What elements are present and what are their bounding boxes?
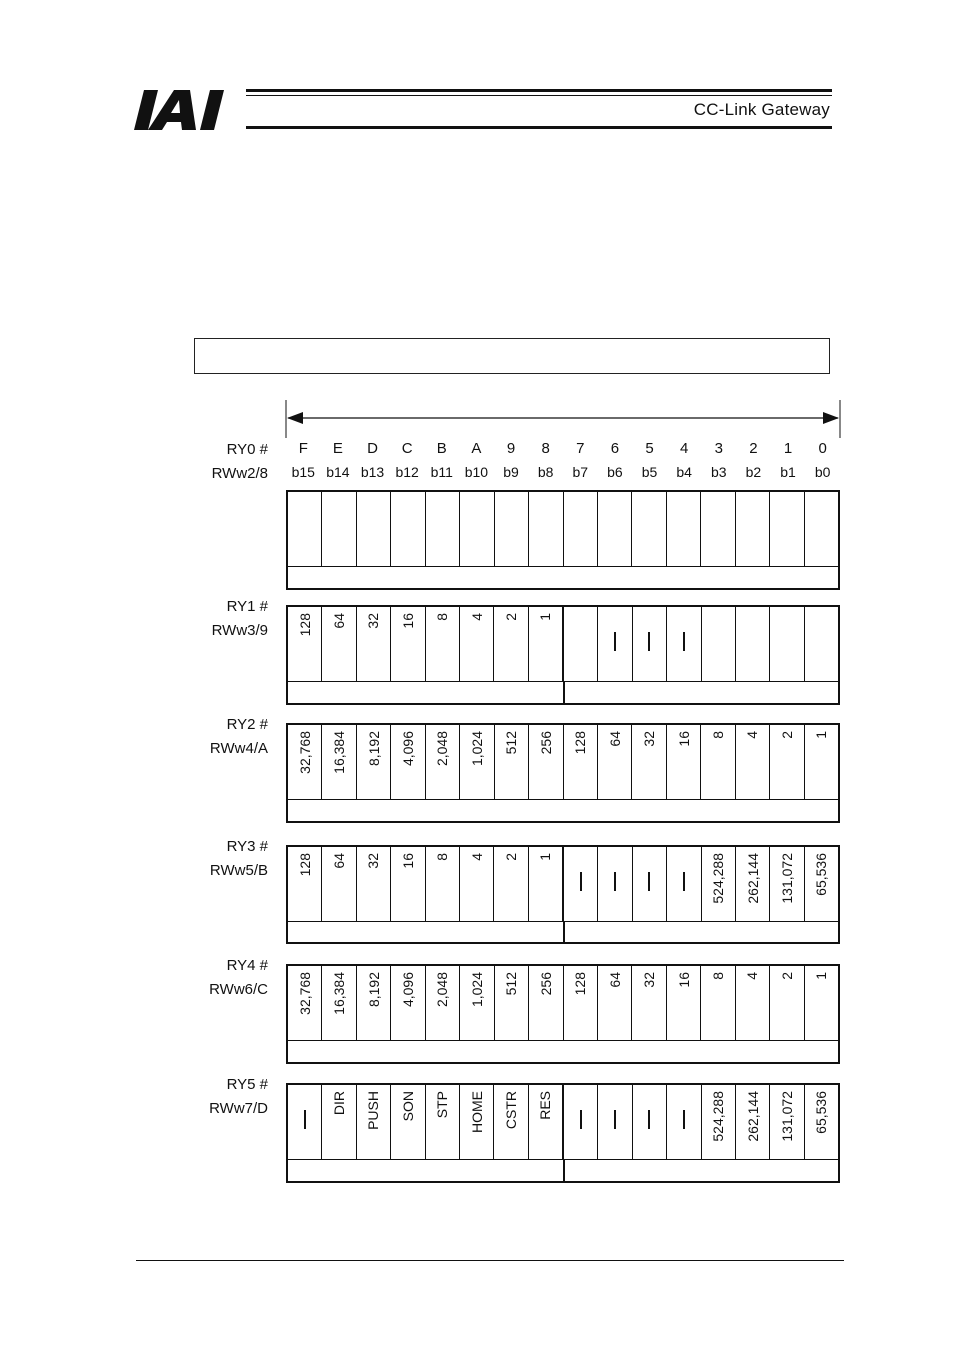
register-lower-band <box>288 1159 838 1181</box>
bit-cell <box>769 1085 803 1159</box>
bit-value: 8,192 <box>365 731 382 767</box>
bit-number-label: b12 <box>395 464 419 480</box>
hex-digit-label: A <box>471 440 482 457</box>
bit-value: 2 <box>778 731 795 739</box>
bit-cell <box>425 966 459 1040</box>
bit-cell <box>321 966 355 1040</box>
register-lower-band <box>288 921 838 942</box>
bit-cell <box>459 1085 493 1159</box>
bit-number-label: b10 <box>464 464 489 480</box>
bit-cell <box>390 847 424 921</box>
bit-value: 32,768 <box>296 972 313 1015</box>
bit-cell <box>459 607 493 681</box>
bit-value: 16 <box>675 731 692 747</box>
bit-number-label: b1 <box>780 464 796 480</box>
bit-value: 16,384 <box>331 731 348 774</box>
bit-value: 131,072 <box>778 853 795 904</box>
ry-label: RY2 # <box>226 716 268 733</box>
bit-cell <box>666 607 700 681</box>
bit-value: 1 <box>537 853 554 861</box>
register-lower-band <box>288 566 838 588</box>
rww-label: RWw2/8 <box>211 465 268 482</box>
rww-label: RWw4/A <box>209 740 268 757</box>
hex-digit-label: 9 <box>506 440 516 457</box>
bit-value: 262,144 <box>744 1091 761 1142</box>
bit-cell <box>390 1085 424 1159</box>
register-row <box>286 723 840 823</box>
bit-cell <box>666 966 700 1040</box>
byte-divider <box>563 1159 565 1181</box>
bit-cell <box>631 492 665 566</box>
bit-cell <box>321 725 355 799</box>
bit-value: RES <box>537 1091 554 1120</box>
bit-cell <box>735 492 769 566</box>
register-row <box>286 964 840 1064</box>
ry-label: RY3 # <box>226 838 268 855</box>
bit-value: 524,288 <box>710 1091 727 1142</box>
register-row <box>286 490 840 590</box>
bit-cell <box>459 966 493 1040</box>
bit-value: 32,768 <box>296 731 313 774</box>
bit-value: 16 <box>399 853 416 869</box>
bit-cell <box>459 847 493 921</box>
hex-digit-label: B <box>436 440 447 457</box>
bit-number-label: b11 <box>430 464 453 480</box>
bit-cell <box>288 966 321 1040</box>
bit-value: 65,536 <box>813 1091 830 1134</box>
unused-bit-mark <box>683 1110 685 1129</box>
bit-value: 32 <box>365 613 382 629</box>
bit-value: 8 <box>434 613 451 621</box>
bit-number-label: b7 <box>572 464 589 480</box>
byte-divider <box>563 921 565 942</box>
bit-cell <box>425 1085 459 1159</box>
bit-cell <box>288 847 321 921</box>
bit-cell <box>562 1085 597 1159</box>
bit-cell <box>632 847 666 921</box>
rww-label: RWw6/C <box>209 981 268 998</box>
bit-cell <box>288 492 321 566</box>
bit-value: 2 <box>502 613 519 621</box>
byte-divider <box>563 681 565 703</box>
bit-cell <box>700 966 734 1040</box>
bit-cell <box>356 847 390 921</box>
bit-cell <box>390 492 424 566</box>
bit-value: STP <box>434 1091 451 1119</box>
bit-value: 65,536 <box>813 853 830 896</box>
bit-cell <box>425 492 459 566</box>
hex-digit-label: 3 <box>714 440 723 457</box>
register-lower-band <box>288 681 838 703</box>
bit-value: 128 <box>572 972 589 996</box>
bit-cell <box>288 607 321 681</box>
bit-value: 256 <box>537 972 554 996</box>
bit-cell <box>425 847 459 921</box>
bit-cell <box>356 1085 390 1159</box>
unused-bit-mark <box>614 1110 616 1129</box>
bit-value: 64 <box>606 731 623 747</box>
hex-digit-label: 7 <box>576 440 585 457</box>
bit-cell <box>494 966 528 1040</box>
hex-digit-label: E <box>332 440 343 457</box>
bit-cell <box>493 1085 527 1159</box>
hex-digit-label: 8 <box>541 440 550 457</box>
bit-cell <box>321 492 355 566</box>
bit-cell <box>528 725 562 799</box>
unused-bit-mark <box>614 632 616 651</box>
bit-cell <box>631 966 665 1040</box>
ry-label: RY4 # <box>226 957 268 974</box>
register-row <box>286 605 840 705</box>
bit-value: 16,384 <box>331 972 348 1015</box>
bit-value: 64 <box>331 853 348 869</box>
bit-value: 2 <box>778 972 795 980</box>
bit-cell <box>390 966 424 1040</box>
bit-cell <box>597 725 631 799</box>
bit-value: 512 <box>503 731 520 755</box>
bit-cell <box>735 607 769 681</box>
bit-cell <box>769 607 803 681</box>
ry-label: RY1 # <box>226 598 268 615</box>
bit-cell <box>597 847 631 921</box>
bit-value: 2,048 <box>434 972 451 1008</box>
bit-cell <box>494 492 528 566</box>
bit-cell <box>769 966 803 1040</box>
bit-value: 1,024 <box>468 972 485 1008</box>
hex-digit-label: C <box>401 440 413 457</box>
bit-cell <box>356 607 390 681</box>
bit-number-label: b4 <box>676 464 692 480</box>
hex-digit-label: 1 <box>783 440 793 457</box>
unused-bit-mark <box>580 1110 582 1129</box>
bit-value: 4 <box>468 853 485 861</box>
bit-cell <box>701 607 735 681</box>
bit-cell <box>804 492 838 566</box>
bit-cell <box>597 966 631 1040</box>
bit-number-label: b0 <box>814 464 831 480</box>
bit-cell <box>631 725 665 799</box>
bit-cell <box>390 607 424 681</box>
rww-label: RWw5/B <box>209 862 268 879</box>
bit-cell <box>735 966 769 1040</box>
bit-cell <box>597 607 631 681</box>
bit-cell <box>494 725 528 799</box>
bit-number-label: b15 <box>291 464 315 480</box>
bit-number-label: b3 <box>711 464 727 480</box>
bit-cell <box>425 607 459 681</box>
bit-value: 2,048 <box>434 731 451 767</box>
bit-cell <box>666 725 700 799</box>
bit-number-label: b5 <box>641 464 658 480</box>
bit-cells <box>288 725 838 800</box>
bit-value: 8,192 <box>365 972 382 1008</box>
bit-value: 131,072 <box>778 1091 795 1142</box>
hex-digit-label: 2 <box>749 440 758 457</box>
register-row <box>286 1083 840 1183</box>
bit-cell <box>528 966 562 1040</box>
bit-cell <box>700 492 734 566</box>
bit-value: 262,144 <box>744 853 761 904</box>
bit-value: 8 <box>709 731 726 739</box>
bit-cell <box>459 725 493 799</box>
register-lower-band <box>288 799 838 821</box>
bit-cell <box>493 847 527 921</box>
bit-cell <box>528 1085 562 1159</box>
bit-value: 1 <box>813 972 830 980</box>
register-width-arrow <box>284 400 844 438</box>
bit-value: 16 <box>675 972 692 988</box>
iai-logo <box>134 88 246 132</box>
rww-label: RWw3/9 <box>211 622 268 639</box>
unused-bit-mark <box>304 1110 306 1129</box>
bit-number-label: b13 <box>360 464 385 480</box>
bit-cell <box>563 725 597 799</box>
bit-value: 64 <box>331 613 348 629</box>
bit-cell <box>597 1085 631 1159</box>
bit-cell <box>563 492 597 566</box>
bit-cell <box>735 725 769 799</box>
bit-cell <box>769 492 803 566</box>
bit-cell <box>735 1085 769 1159</box>
bit-cell <box>390 725 424 799</box>
bit-value: 4,096 <box>400 731 417 767</box>
bit-cell <box>597 492 631 566</box>
bit-value: 4 <box>744 731 761 739</box>
hex-digit-label: 4 <box>680 440 689 457</box>
bit-cell <box>769 847 803 921</box>
bit-cell <box>321 1085 355 1159</box>
header-title: CC-Link Gateway <box>693 100 830 119</box>
hex-digit-label: 5 <box>645 440 654 457</box>
ry-label: RY5 # <box>226 1076 268 1093</box>
bit-value: 32 <box>365 853 382 869</box>
unused-bit-mark <box>614 872 616 891</box>
bit-cell <box>701 847 735 921</box>
bit-cells <box>288 492 838 567</box>
bit-cell <box>493 607 527 681</box>
bit-value: 4 <box>744 972 761 980</box>
bit-value: 1 <box>813 731 830 739</box>
bit-cell <box>769 725 803 799</box>
bit-value: 32 <box>641 972 658 988</box>
bit-cell <box>528 492 562 566</box>
bit-number-label: b9 <box>503 464 519 480</box>
bit-cell <box>700 725 734 799</box>
bit-value: 4,096 <box>400 972 417 1008</box>
bit-value: 1,024 <box>468 731 485 767</box>
unused-bit-mark <box>648 1110 650 1129</box>
bit-cell <box>632 1085 666 1159</box>
bit-cell <box>735 847 769 921</box>
unused-bit-mark <box>648 872 650 891</box>
bit-value: 512 <box>503 972 520 996</box>
bit-cells <box>288 1085 838 1160</box>
bit-cell <box>666 1085 700 1159</box>
bit-cell <box>804 847 838 921</box>
bit-value: 64 <box>606 972 623 988</box>
register-lower-band <box>288 1040 838 1062</box>
bit-cell <box>701 1085 735 1159</box>
bit-cell <box>288 725 321 799</box>
register-row <box>286 845 840 944</box>
hex-digit-label: D <box>367 440 378 457</box>
bit-cell <box>804 725 838 799</box>
bit-cells <box>288 847 838 922</box>
header-rule-mid <box>246 95 832 96</box>
bit-cell <box>356 725 390 799</box>
header-rule-bottom <box>246 126 832 129</box>
bit-value: HOME <box>468 1091 485 1133</box>
bit-cell <box>288 1085 321 1159</box>
bit-value: DIR <box>331 1091 348 1116</box>
footer-rule <box>136 1260 844 1261</box>
bit-cell <box>425 725 459 799</box>
bit-value: 256 <box>537 731 554 755</box>
bit-cell <box>562 607 597 681</box>
bit-number-label: b8 <box>537 464 554 480</box>
caption-box <box>194 338 830 374</box>
bit-cell <box>321 847 355 921</box>
bit-value: CSTR <box>502 1091 519 1130</box>
header-rule-top <box>246 89 832 92</box>
bit-value: SON <box>399 1091 416 1122</box>
bit-value: 32 <box>641 731 658 747</box>
bit-cells <box>288 607 838 682</box>
bit-value: 1 <box>537 613 554 621</box>
hex-digit-label: 0 <box>818 440 827 457</box>
bit-cell <box>666 492 700 566</box>
bit-cell <box>804 966 838 1040</box>
bit-cell <box>528 607 562 681</box>
bit-value: 8 <box>434 853 451 861</box>
bit-cell <box>804 1085 838 1159</box>
bit-cells <box>288 966 838 1041</box>
ry-label: RY0 # <box>226 441 268 458</box>
rww-label: RWw7/D <box>209 1100 268 1117</box>
bit-cell <box>804 607 838 681</box>
bit-value: 16 <box>399 613 416 629</box>
bit-number-label: b6 <box>607 464 623 480</box>
bit-cell <box>632 607 666 681</box>
bit-cell <box>321 607 355 681</box>
bit-value: 524,288 <box>710 853 727 904</box>
unused-bit-mark <box>683 632 685 651</box>
hex-digit-label: F <box>298 440 308 457</box>
bit-value: 128 <box>296 613 313 637</box>
bit-value: 8 <box>709 972 726 980</box>
unused-bit-mark <box>683 872 685 891</box>
bit-value: PUSH <box>365 1091 382 1130</box>
bit-cell <box>562 847 597 921</box>
bit-cell <box>356 492 390 566</box>
bit-cell <box>459 492 493 566</box>
bit-value: 128 <box>296 853 313 877</box>
unused-bit-mark <box>580 872 582 891</box>
unused-bit-mark <box>648 632 650 651</box>
bit-number-label: b14 <box>326 464 350 480</box>
bit-cell <box>563 966 597 1040</box>
bit-cell <box>528 847 562 921</box>
bit-cell <box>356 966 390 1040</box>
bit-value: 4 <box>468 613 485 621</box>
bit-cell <box>666 847 700 921</box>
hex-digit-label: 6 <box>610 440 620 457</box>
bit-number-label: b2 <box>745 464 762 480</box>
bit-value: 128 <box>572 731 589 755</box>
bit-value: 2 <box>502 853 519 861</box>
